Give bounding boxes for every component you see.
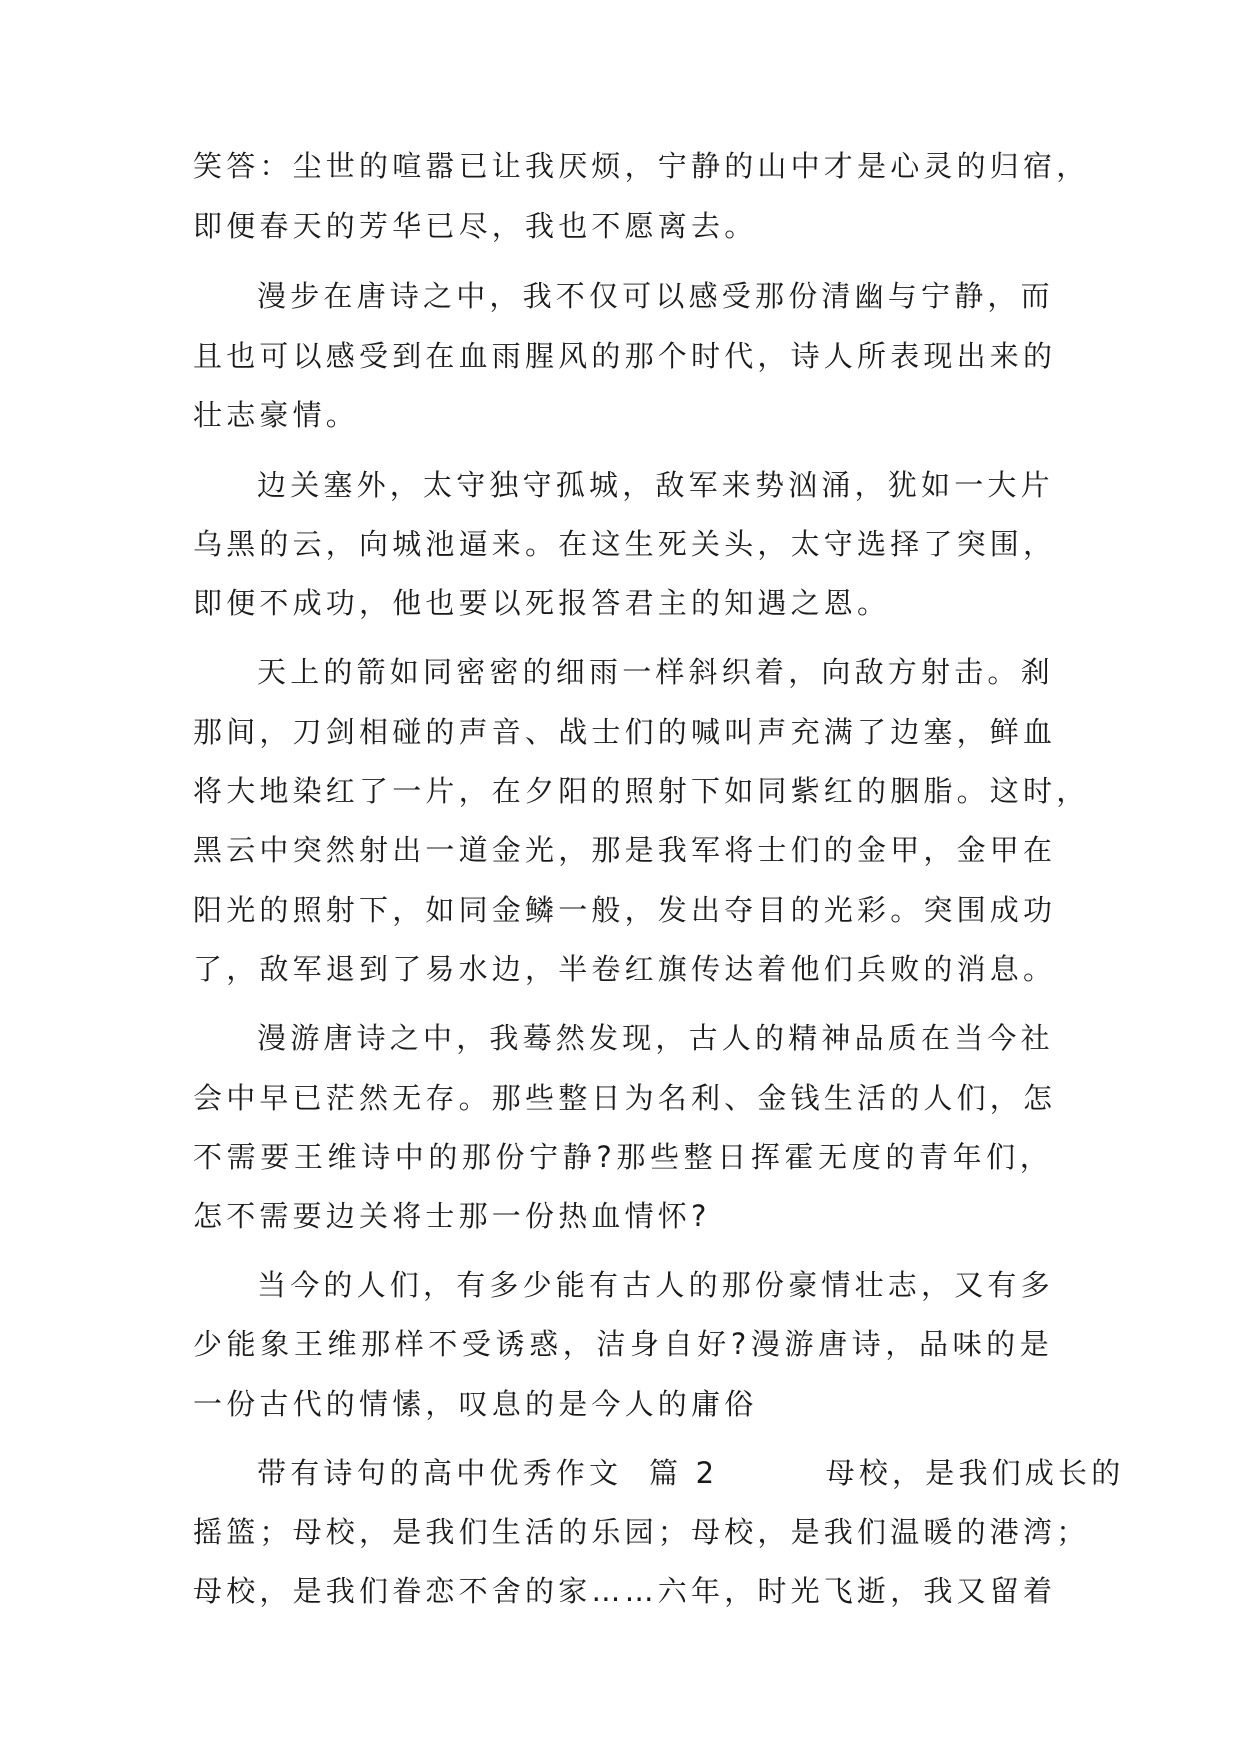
text-line: 壮志豪情。 bbox=[193, 398, 360, 432]
text-line: 当今的人们，有多少能有古人的那份豪情壮志，又有多 bbox=[257, 1268, 1054, 1302]
text-line: 怎不需要边关将士那一份热血情怀? bbox=[193, 1199, 711, 1233]
text-line: 即便春天的芳华已尽，我也不愿离去。 bbox=[193, 209, 758, 243]
text-line: 边关塞外，太守独守孤城，敌军来势汹涌，犹如一大片 bbox=[257, 468, 1054, 502]
text-line: 母校，是我们眷恋不舍的家……六年，时光飞逝，我又留着 bbox=[193, 1574, 1057, 1608]
text-line: 笑答：尘世的喧嚣已让我厌烦，宁静的山中才是心灵的归宿， bbox=[193, 149, 1090, 183]
text-line: 一份古代的情愫，叹息的是今人的庸俗 bbox=[193, 1387, 758, 1421]
text-line: 天上的箭如同密密的细雨一样斜织着，向敌方射击。刹 bbox=[257, 655, 1054, 689]
text-line: 且也可以感受到在血雨腥风的那个时代，诗人所表现出来的 bbox=[193, 339, 1057, 373]
text-line: 即便不成功，他也要以死报答君主的知遇之恩。 bbox=[193, 586, 891, 620]
text-line: 黑云中突然射出一道金光，那是我军将士们的金甲，金甲在 bbox=[193, 833, 1057, 867]
text-line: 乌黑的云，向城池逼来。在这生死关头，太守选择了突围， bbox=[193, 527, 1057, 561]
text-line: 阳光的照射下，如同金鳞一般，发出夺目的光彩。突围成功 bbox=[193, 893, 1057, 927]
text-line: 那间，刀剑相碰的声音、战士们的喊叫声充满了边塞，鲜血 bbox=[193, 715, 1057, 749]
text-line: 会中早已茫然无存。那些整日为名利、金钱生活的人们，怎 bbox=[193, 1081, 1057, 1115]
text-line: 漫步在唐诗之中，我不仅可以感受那份清幽与宁静，而 bbox=[257, 279, 1054, 313]
text-line: 摇篮；母校，是我们生活的乐园；母校，是我们温暖的港湾； bbox=[193, 1515, 1090, 1549]
text-line: 了，敌军退到了易水边，半卷红旗传达着他们兵败的消息。 bbox=[193, 952, 1057, 986]
text-line: 少能象王维那样不受诱惑，洁身自好?漫游唐诗，品味的是 bbox=[193, 1327, 1053, 1361]
text-line: 将大地染红了一片，在夕阳的照射下如同紫红的胭脂。这时， bbox=[193, 774, 1090, 808]
section-heading-line: 带有诗句的高中优秀作文 篇 2 母校，是我们成长的 bbox=[257, 1456, 1125, 1490]
text-line: 漫游唐诗之中，我蓦然发现，古人的精神品质在当今社 bbox=[257, 1021, 1054, 1055]
text-line: 不需要王维诗中的那份宁静?那些整日挥霍无度的青年们， bbox=[193, 1140, 1053, 1174]
